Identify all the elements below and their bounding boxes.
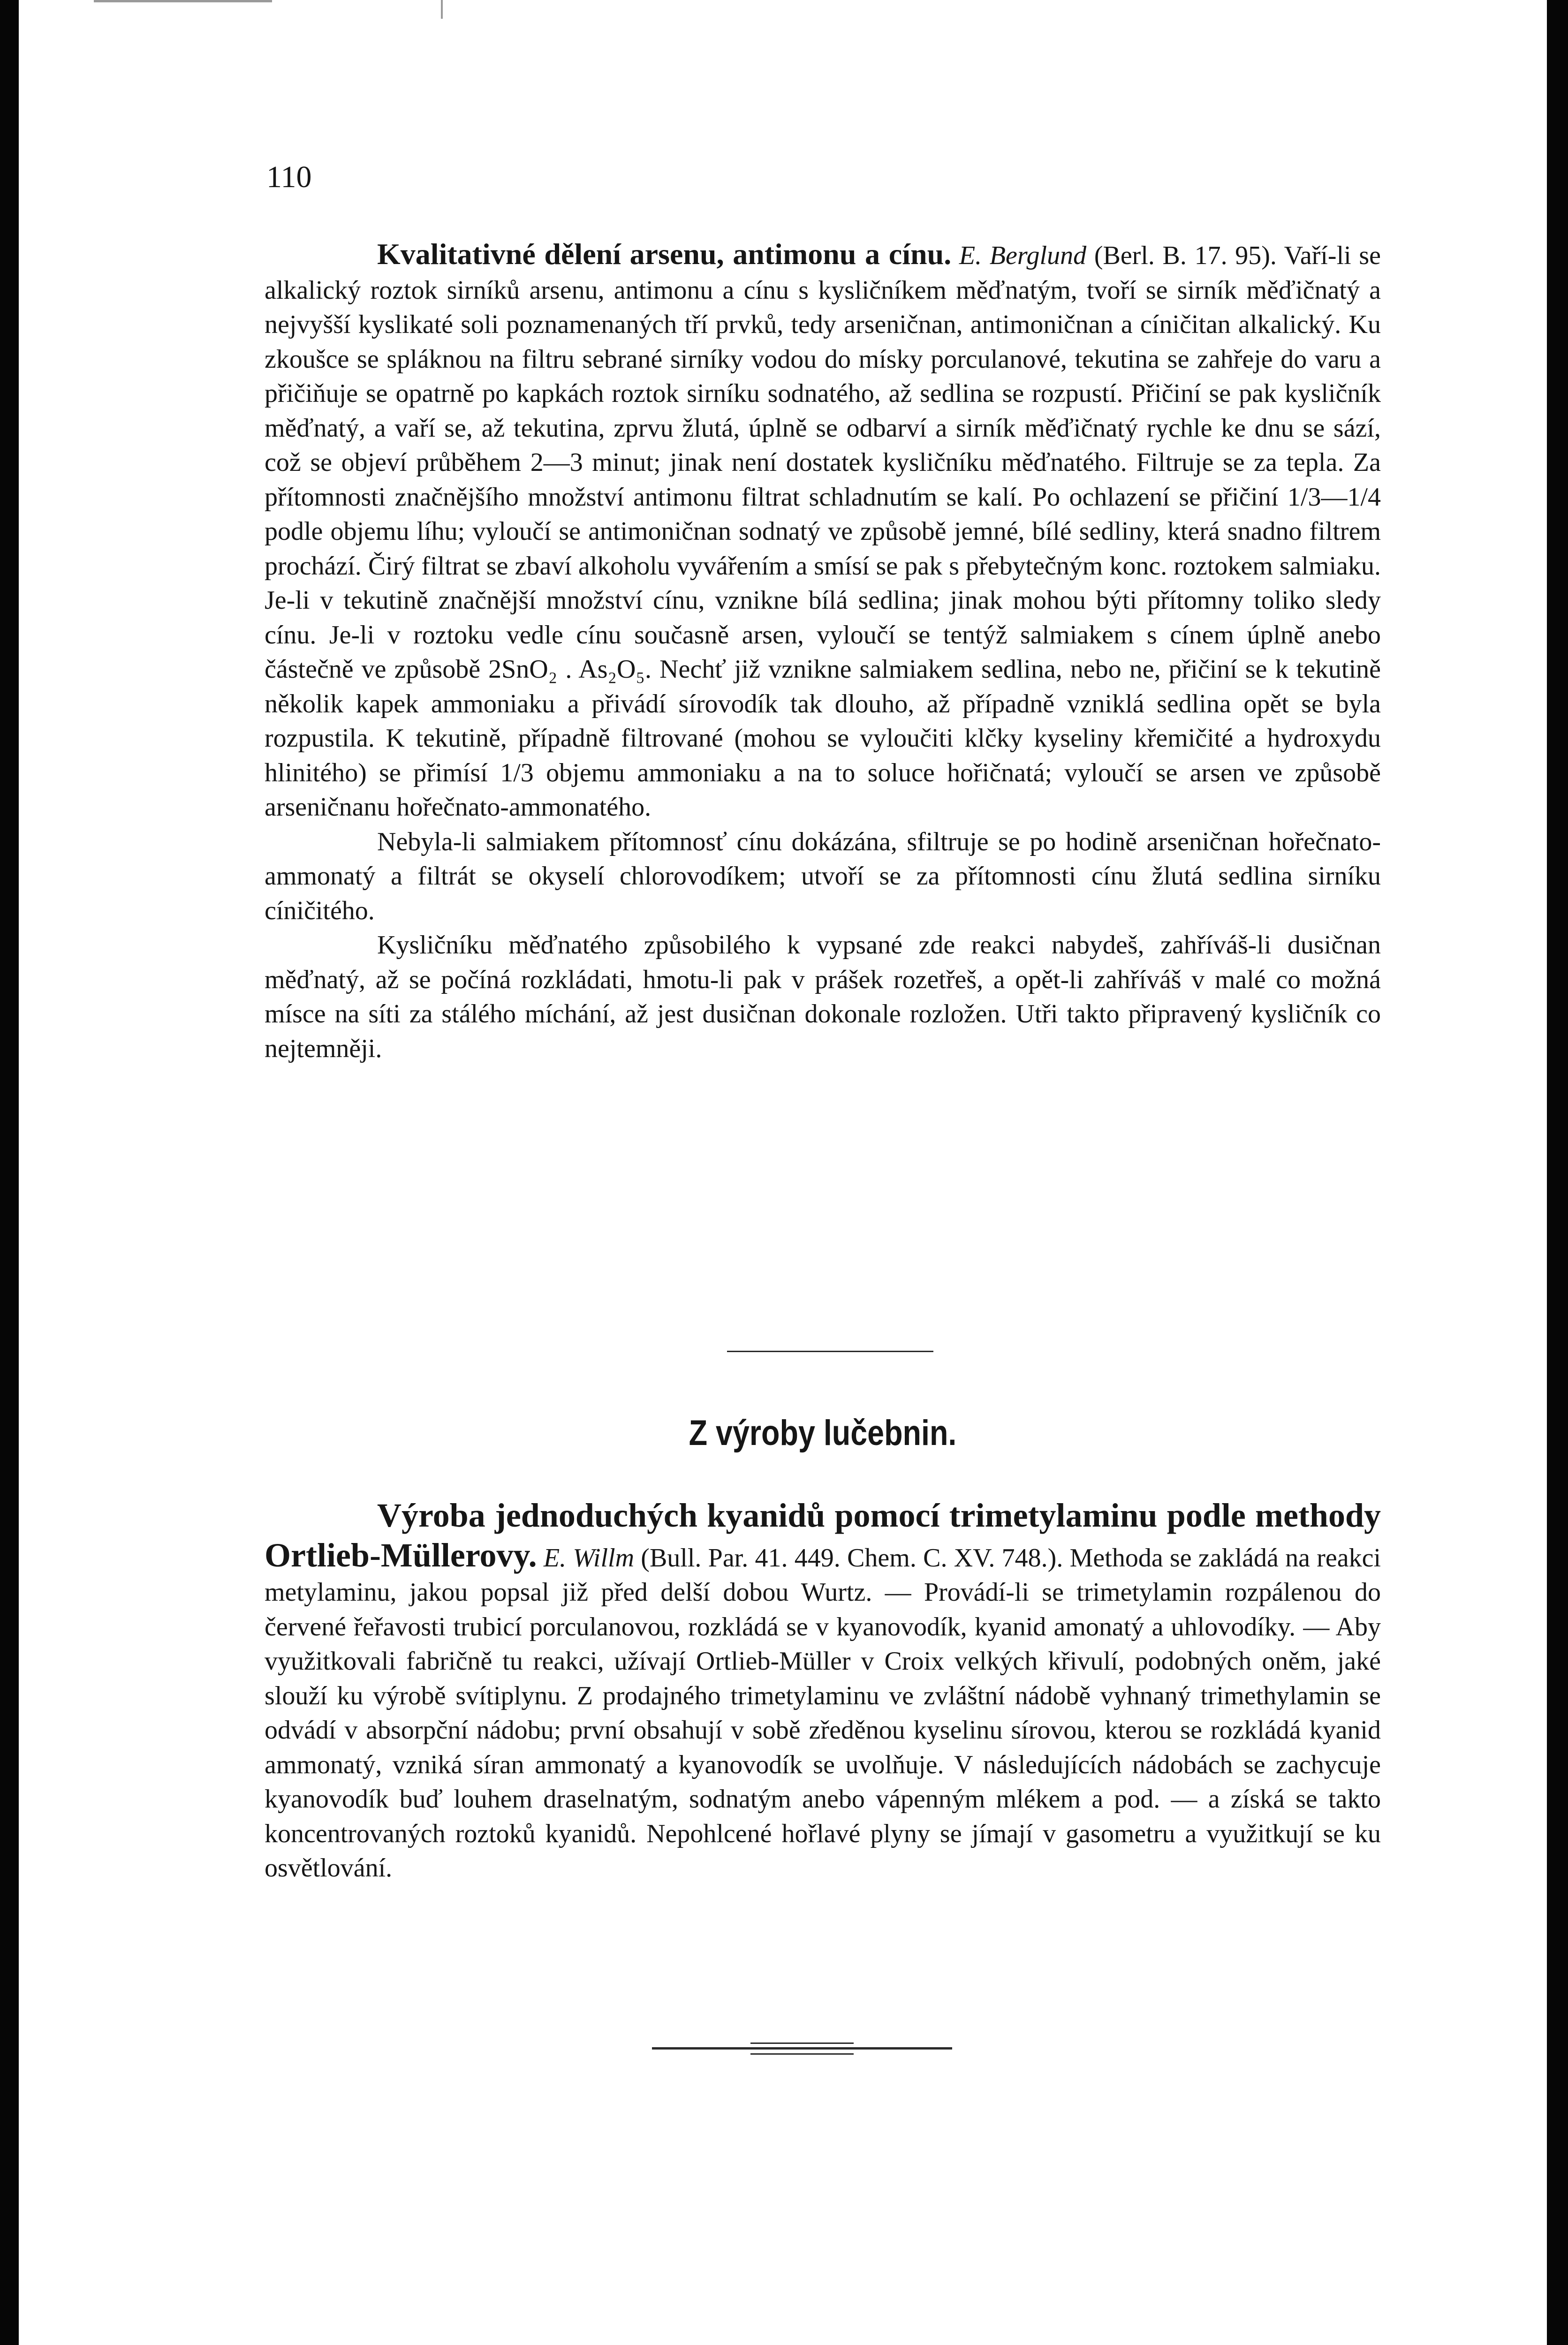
book-page bbox=[19, 0, 1547, 2345]
end-rule-top bbox=[750, 2042, 854, 2044]
article-willm-reference: (Bull. Par. 41. 449. Chem. C. XV. 748.). bbox=[641, 1543, 1063, 1573]
article-text-d: objemu ammoniaku a na to soluce hořičnatá; vyloučí se arsen ve způsobě arseničnanu hořečnato-ammonatého. bbox=[265, 758, 1381, 822]
chemical-formula: 2SnO₂ . As₂O₅. bbox=[488, 655, 651, 684]
article-text-a: Vaří-li se alkalický roztok sirníků arsenu, antimonu a cínu s kysličníkem měďnatým, tvoří se sirník měďičnatý a nejvyšší kyslikaté soli poznamenaných tří prvků, tedy arseničnan, antimoničnan a cíničitan alkalický. Ku zkoušce se spláknou na filtru sebrané sirníky vodou do mísky porculanové, tekutina se zahřeje do varu a přičiňuje se opatrně po kapkách roztok sirníku sodnatého, až sedlina se rozpustí. Přičiní se pak kysličník měďnatý, a vaří se, až tekutina, zprvu žlutá, úplně se odbarví a sirník měďičnatý rychle ke dnu se sází, což se objeví průběhem 2—3 minut; jinak není dostatek kysličníku měďnatého. Filtruje se za tepla. Za přítomnosti značnějšího množství antimonu filtrat schladnutím se kalí. Po ochlazení se přičiní bbox=[265, 241, 1381, 512]
article-willm-title: Výroba jednoduchých kyanidů pomocí trimetylaminu podle methody Ortlieb-Müllerovy. bbox=[265, 1497, 1381, 1574]
article-author: E. Berglund bbox=[959, 241, 1087, 270]
page-number: 110 bbox=[266, 160, 312, 194]
article-willm-para bbox=[265, 1496, 1381, 1886]
article-willm bbox=[265, 1496, 1381, 1886]
end-rule-main bbox=[652, 2047, 952, 2050]
fraction-one-third-b: 1/3 bbox=[500, 758, 534, 787]
fraction-one-third: 1/3 bbox=[1287, 482, 1321, 512]
article-text-b: podle objemu líhu; vyloučí se antimoničnan sodnatý ve způsobě jemné, bílé sedliny, která snadno filtrem prochází. Čirý filtrat se zbaví alkoholu vyvářením a smísí se pak s přebytečným konc. roztokem salmiaku. Je-li v tekutině značnější množství cínu, vznikne bílá sedlina; jinak mohou býti přítomny toliko sledy cínu. Je-li v roztoku vedle cínu současně arsen, vyloučí se tentýž salmiakem s cínem úplně anebo částečně ve způsobě bbox=[265, 517, 1381, 684]
end-rule-bottom bbox=[750, 2053, 854, 2055]
article-text-c: Nechť již vznikne salmiakem sedlina, nebo ne, přičiní se k tekutině několik kapek ammoniaku a přivádí sírovodík tak dlouho, až případně vzniklá sedlina opět se byla rozpustila. K tekutině, případně filtrované (mohou se vyloučiti klčky kyseliny křemičité a hydroxydu hlinitého) se přimísí bbox=[265, 655, 1381, 787]
article-berglund-para2: Nebyla-li salmiakem přítomnosť cínu dokázána, sfiltruje se po hodině arseničnan hořečnato-ammonatý a filtrát se okyselí chlorovodíkem; utvoří se za přítomnosti cínu žlutá sedlina sirníku cíničitého. bbox=[265, 827, 1381, 925]
scan-mark-top bbox=[94, 0, 272, 2]
article-berglund-para3: Kysličníku měďnatého způsobilého k vypsané zde reakci nabydeš, zahříváš-li dusičnan měďnatý, až se počíná rozkládati, hmotu-li pak v prášek rozetřeš, a opět-li zahříváš v malé co možná mísce na síti za stálého míchání, až jest dusičnan dokonale rozložen. Utři takto připravený kysličník co nejtemněji. bbox=[265, 930, 1381, 1063]
article-willm-author: E. Willm bbox=[543, 1543, 635, 1573]
separator-rule bbox=[727, 1351, 933, 1352]
article-willm-body: Methoda se zakládá na reakci metylaminu, jakou popsal již před delší dobou Wurtz. — Provádí-li se trimetylamin rozpálenou do červené řeřavosti trubicí porculanovou, rozkládá se v kyanovodík, kyanid amonatý a uhlovodíky. — Aby využitkovali fabričně tu reakci, užívají Ortlieb-Müller v Croix velkých křivulí, podobných oněm, jaké slouží ku výrobě svítiplynu. Z prodajného trimetylaminu ve zvláštní nádobě vyhnaný trimethylamin se odvádí v absorpční nádobu; první obsahují v sobě zředěnou kyselinu sírovou, kterou se rozkládá kyanid ammonatý, vzniká síran ammonatý a kyanovodík se uvolňuje. V následujících nádobách se zachycuje kyanovodík buď louhem draselnatým, sodnatým anebo vápenným mlékem a pod. — a získá se takto koncentrovaných roztoků kyanidů. Nepohlcené hořlavé plyny se jímají v gasometru a využitkují se ku osvětlování. bbox=[265, 1543, 1381, 1883]
article-berglund bbox=[265, 237, 1381, 1066]
section-heading: Z výroby lučebnin. bbox=[689, 1413, 957, 1453]
article-berglund-para1: Kvalitativné dělení arsenu, antimonu a cínu. E. Berglund (Berl. B. 17. 95). Vaří-li se alkalický roztok sirníků arsenu, antimonu a cínu s kysličníkem měďnatým, tvoří se sirník měďičnatý a nejvyšší kyslikaté soli poznamenaných tří prvků, tedy arseničnan, antimoničnan a cíničitan alkalický. Ku zkoušce se spláknou na filtru sebrané sirníky vodou do mísky porculanové, tekutina se zahřeje do varu a přičiňuje se opatrně po kapkách roztok sirníku sodnatého, až sedlina se rozpustí. Přičiní se pak kysličník měďnatý, a vaří se, až tekutina, zprvu žlutá, úplně se odbarví a sirník měďičnatý rychle ke dnu se sází, což se objeví průběhem 2—3 minut; jinak není dostatek kysličníku měďnatého. Filtruje se za tepla. Za přítomnosti značnějšího množství antimonu filtrat schladnutím se kalí. Po ochlazení se přičiní 1/3—1/4 podle objemu líhu; vyloučí se antimoničnan sodnatý ve způsobě jemné, bílé sedliny, která snadno filtrem prochází. Čirý filtrat se zbaví alkoholu vyvářením a smísí se pak s přebytečným konc. roztokem salmiaku. Je-li v tekutině značnější množství cínu, vznikne bílá sedlina; jinak mohou býti přítomny toliko sledy cínu. Je-li v roztoku vedle cínu současně arsen, vyloučí se tentýž salmiakem s cínem úplně anebo částečně ve způsobě 2SnO₂ . As₂O₅. Nechť již vznikne salmiakem sedlina, nebo ne, přičiní se k tekutině několik kapek ammoniaku a přivádí sírovodík tak dlouho, až případně vzniklá sedlina opět se byla rozpustila. K tekutině, případně filtrované (mohou se vyloučiti klčky kyseliny křemičité a hydroxydu hlinitého) se přimísí 1/3 objemu ammoniaku a na to soluce hořičnatá; vyloučí se arsen ve způsobě arseničnanu hořečnato-ammonatého. bbox=[265, 237, 1381, 822]
scan-mark-tick bbox=[441, 0, 443, 19]
article-title: Kvalitativné dělení arsenu, antimonu a cínu. bbox=[377, 237, 952, 271]
article-reference: (Berl. B. 17. 95). bbox=[1094, 241, 1277, 270]
fraction-one-quarter: 1/4 bbox=[1347, 482, 1381, 512]
